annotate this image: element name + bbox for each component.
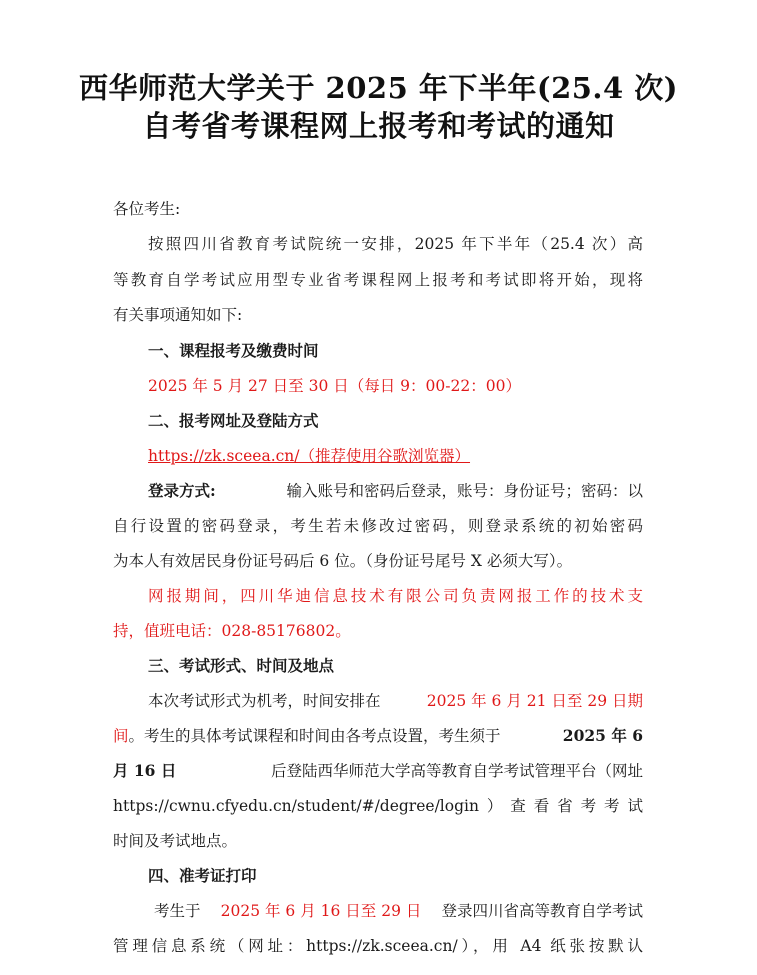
registration-url-link[interactable]: https://zk.sceea.cn/（推荐使用谷歌浏览器）: [148, 447, 471, 465]
intro-line-3: 有关事项通知如下:: [113, 306, 243, 324]
exam-form-line-3: [113, 761, 643, 781]
salutation: 各位考生:: [113, 200, 181, 218]
section-4-heading: 四、准考证打印: [148, 866, 257, 885]
platform-text: 后登陆西华师范大学高等教育自学考试管理平台（网址: [270, 762, 643, 780]
platform-date-end: 月 16 日: [113, 761, 177, 780]
login-line-1: [148, 481, 643, 501]
tech-support-line-1: 网报期间，四川华迪信息技术有限公司负责网报工作的技术支: [148, 587, 643, 605]
admission-date-range: 2025 年 6 月 16 日至 29 日: [220, 902, 422, 920]
section-2-heading: 二、报考网址及登陆方式: [148, 411, 319, 430]
exam-form-line-1: [148, 691, 643, 711]
section-3-heading: 三、考试形式、时间及地点: [148, 656, 335, 675]
tech-support-line-2: 持，值班电话：028-85176802。: [113, 622, 351, 640]
exam-date-range: 2025 年 6 月 21 日至 29 日期: [426, 692, 643, 710]
exam-course-text: 。考生的具体考试课程和时间由各考点设置，考生须于: [128, 727, 501, 745]
exam-form-text: 本次考试形式为机考，时间安排在: [148, 692, 381, 710]
login-text-1: 输入账号和密码后登录，账号：身份证号；密码：以: [286, 482, 643, 500]
login-label: 登录方式:: [148, 481, 216, 500]
platform-date-start: 2025 年 6: [562, 726, 643, 745]
exam-form-line-4: https://cwnu.cfyedu.cn/student/#/degree/login）查看省考考试: [113, 797, 643, 815]
exam-date-range-end: 间: [113, 727, 129, 745]
intro-line-1: 按照四川省教育考试院统一安排，2025 年下半年（25.4 次）高: [148, 235, 643, 253]
admission-text-a: 考生于: [154, 902, 201, 920]
admission-line-2: 管理信息系统（网址：https://zk.sceea.cn/），用 A4 纸张按默认: [113, 937, 643, 955]
exam-form-line-2: [113, 726, 643, 746]
notice-title-line-1: 西华师范大学关于 2025 年下半年(25.4 次): [78, 71, 679, 105]
section-1-heading: 一、课程报考及缴费时间: [148, 341, 319, 360]
login-line-2: 自行设置的密码登录，考生若未修改过密码，则登录系统的初始密码: [113, 517, 643, 535]
exam-form-line-5: 时间及考试地点。: [113, 832, 238, 850]
login-line-3: 为本人有效居民身份证号码后 6 位。（身份证号尾号 X 必须大写）。: [113, 552, 573, 570]
intro-line-2: 等教育自学考试应用型专业省考课程网上报考和考试即将开始，现将: [113, 271, 643, 289]
admission-line-1: [154, 901, 643, 921]
registration-time: 2025 年 5 月 27 日至 30 日（每日 9：00-22：00）: [148, 377, 521, 395]
admission-text-b: 登录四川省高等教育自学考试: [441, 902, 643, 920]
notice-title-line-2: 自考省考课程网上报考和考试的通知: [142, 109, 615, 143]
